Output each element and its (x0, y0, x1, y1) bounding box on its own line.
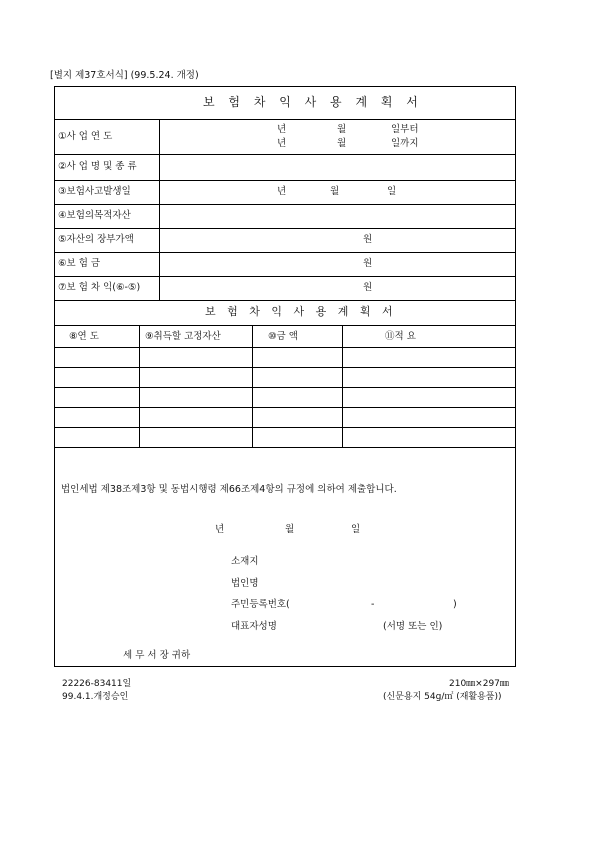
book-value-unit: 원 (363, 234, 373, 245)
submission-statement: 법인세법 제38조제3항 및 동법시행령 제66조제4항의 규정에 의하여 제출합니다. (61, 484, 397, 495)
to-year: 년 (277, 138, 287, 149)
to-month: 월 (337, 138, 347, 149)
table-row (55, 347, 515, 348)
col-remarks: ⑪적 요 (385, 331, 416, 342)
insurance-gain-unit: 원 (363, 282, 373, 293)
representative-label: 대표자성명 (231, 621, 277, 632)
divider (55, 204, 515, 205)
table-row (55, 387, 515, 388)
label-business-name: ②사 업 명 및 종 류 (58, 161, 137, 172)
paper-size: 210㎜×297㎜ (449, 679, 509, 689)
divider (252, 325, 253, 447)
label-insurance-gain: ⑦보 험 차 익(⑥-⑤) (58, 282, 141, 293)
approval-note: 99.4.1.개정승인 (62, 692, 129, 702)
divider (55, 154, 515, 155)
divider (55, 325, 515, 326)
addressee: 세 무 서 장 귀하 (123, 650, 191, 661)
divider (55, 228, 515, 229)
insurance-gain-plan-form (54, 86, 516, 667)
from-month: 월 (337, 124, 347, 135)
divider (159, 119, 160, 300)
divider (55, 300, 515, 301)
divider (342, 325, 343, 447)
label-insurance-money: ⑥보 험 금 (58, 258, 101, 269)
submit-day: 일 (351, 524, 361, 535)
corp-name-label: 법인명 (231, 578, 259, 589)
divider (55, 119, 515, 120)
form-title: 보 험 차 익 사 용 계 획 서 (203, 95, 423, 109)
col-year: ⑧연 도 (69, 331, 99, 342)
table-row (55, 367, 515, 368)
from-year: 년 (277, 124, 287, 135)
label-book-value: ⑤자산의 장부가액 (58, 234, 134, 245)
divider (139, 325, 140, 447)
divider (55, 252, 515, 253)
to-day: 일까지 (391, 138, 419, 149)
reg-no-label: 주민등록번호( (231, 599, 290, 610)
submit-month: 월 (285, 524, 295, 535)
from-day: 일부터 (391, 124, 419, 135)
label-insured-asset: ④보험의목적자산 (58, 210, 131, 221)
accident-day: 일 (387, 186, 397, 197)
divider (55, 180, 515, 181)
location-label: 소재지 (231, 556, 259, 567)
submit-year: 년 (215, 524, 225, 535)
form-header-label: [별지 제37호서식] (99.5.24. 개정) (50, 70, 199, 81)
divider (55, 276, 515, 277)
table-row (55, 427, 515, 428)
paper-type: (신문용지 54g/㎡ (재활용품)) (383, 692, 502, 702)
accident-year: 년 (277, 186, 287, 197)
reg-no-close: ) (453, 599, 457, 610)
insurance-money-unit: 원 (363, 258, 373, 269)
accident-month: 월 (330, 186, 340, 197)
label-accident-date: ③보험사고발생일 (58, 186, 131, 197)
table-row (55, 407, 515, 408)
col-fixed-asset: ⑨취득할 고정자산 (145, 331, 221, 342)
col-amount: ⑩금 액 (268, 331, 298, 342)
form-code: 22226-83411일 (62, 679, 132, 689)
signature-note: (서명 또는 인) (383, 621, 443, 632)
label-business-year: ①사 업 연 도 (58, 131, 113, 142)
reg-no-dash: - (371, 599, 375, 610)
plan-section-title: 보 험 차 익 사 용 계 획 서 (205, 305, 397, 318)
table-row (55, 447, 515, 448)
